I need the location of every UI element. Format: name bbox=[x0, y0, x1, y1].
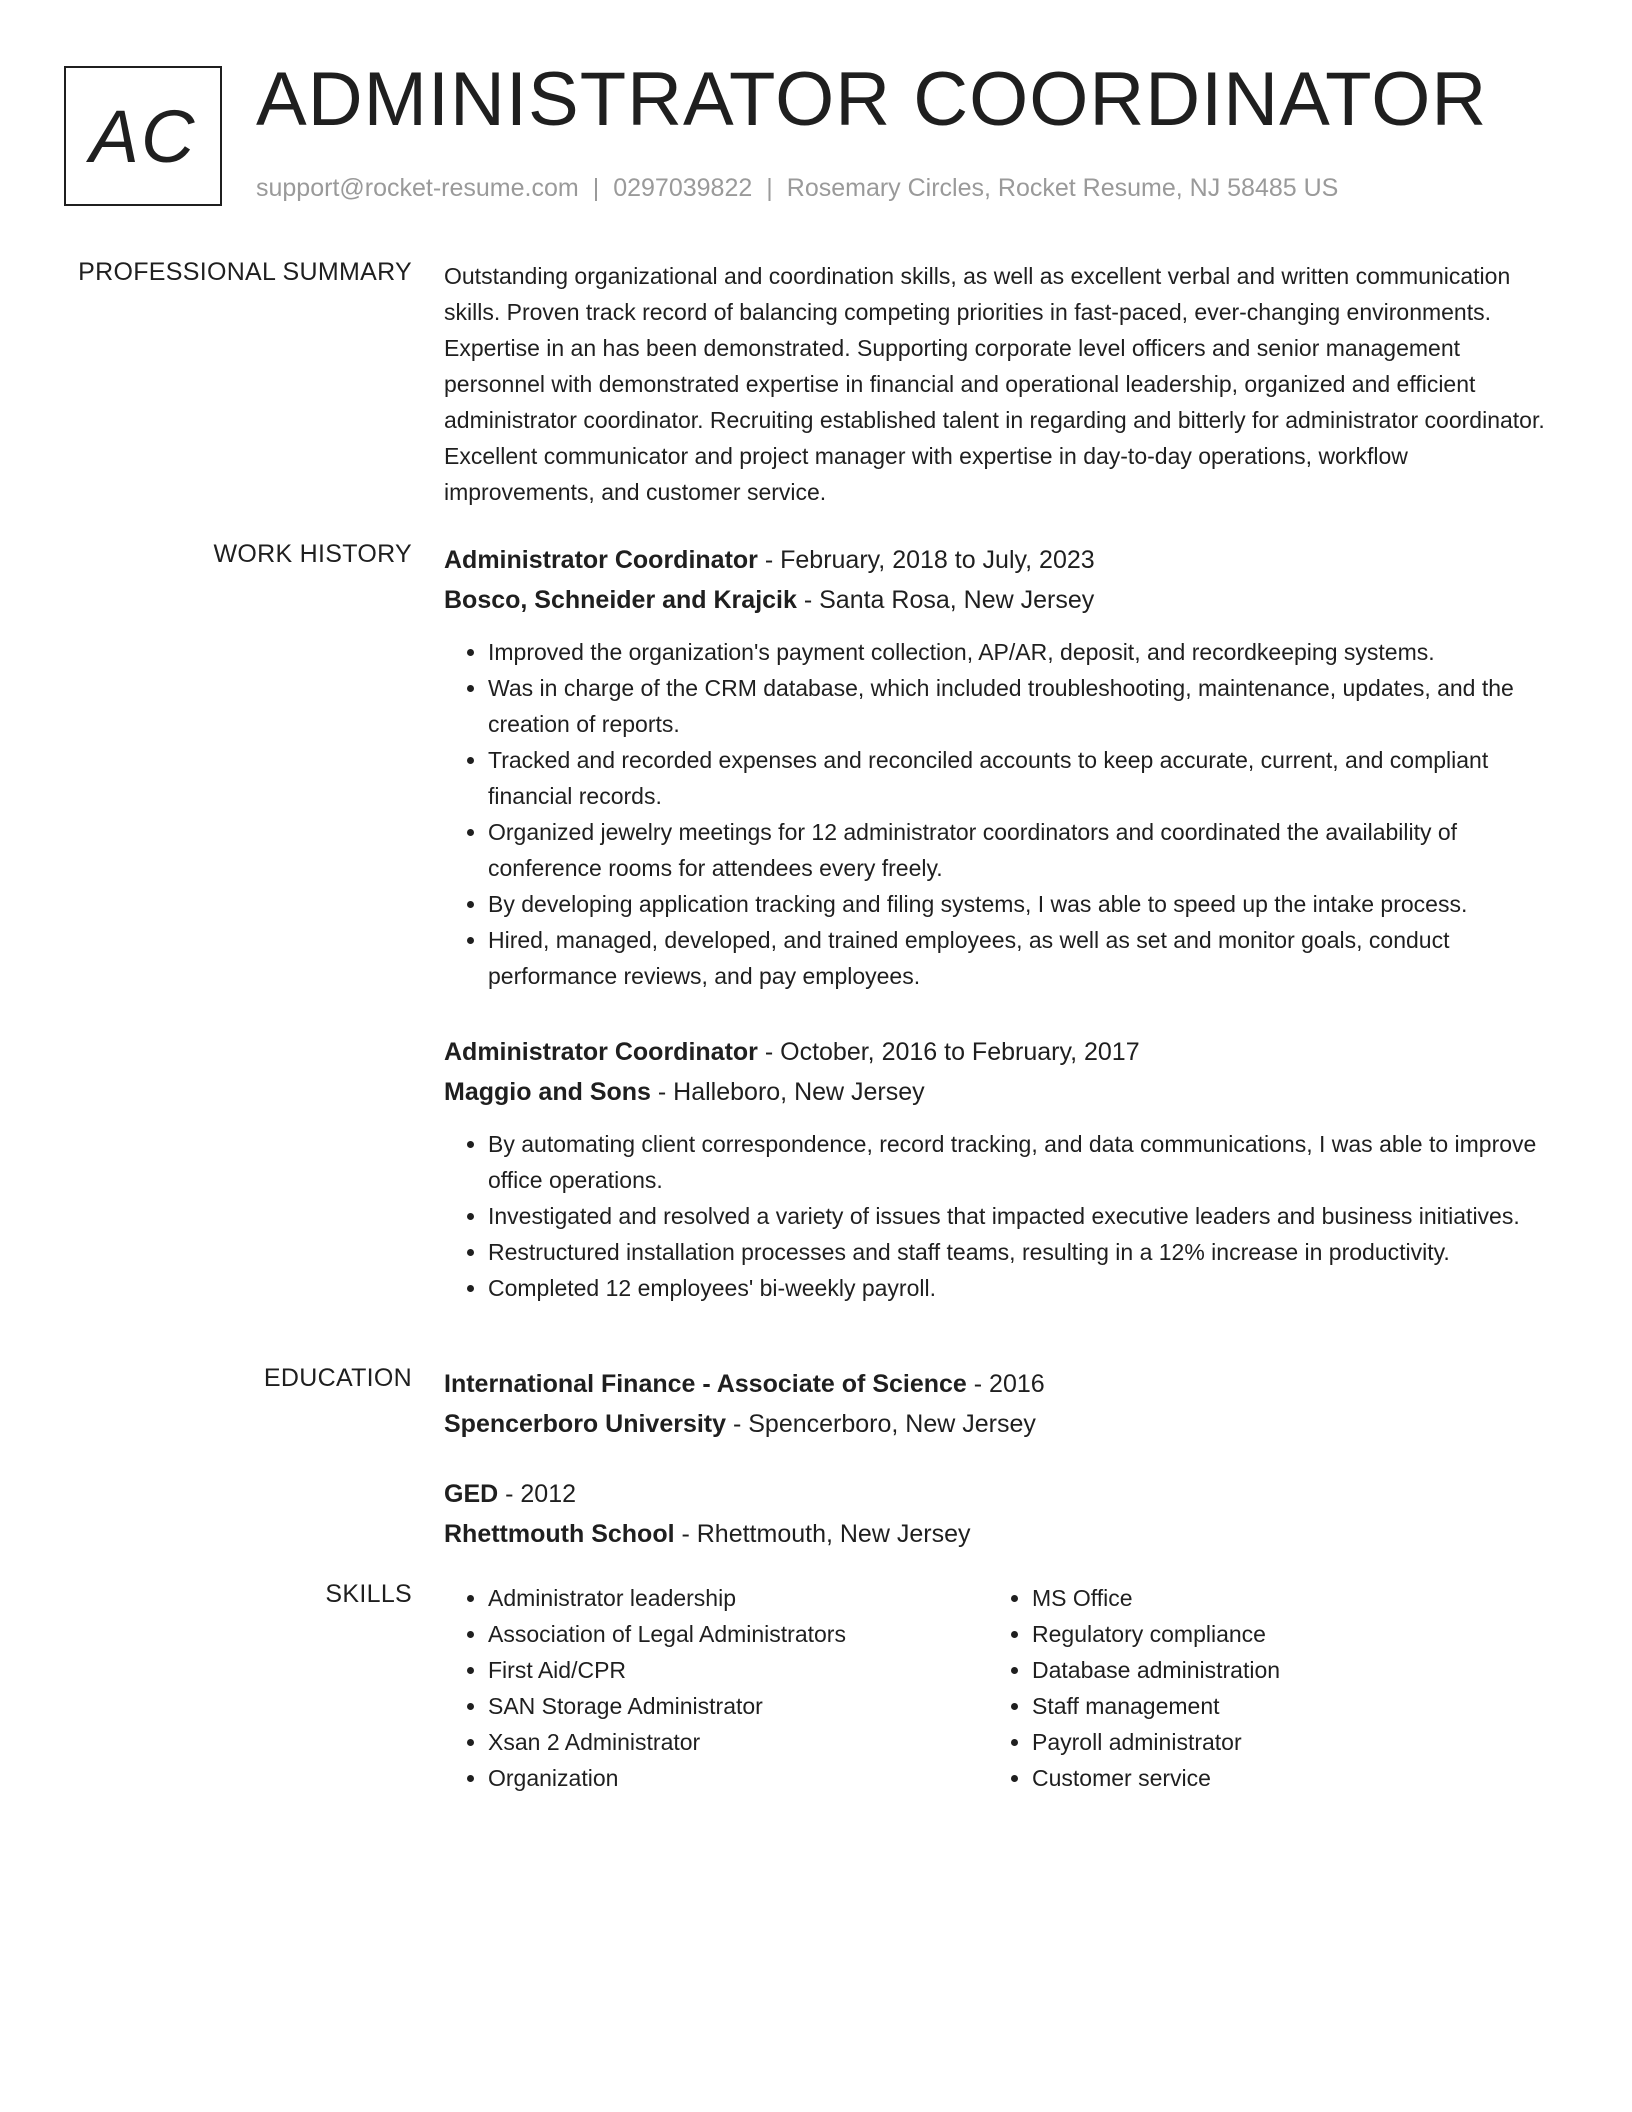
summary-title: PROFESSIONAL SUMMARY bbox=[78, 258, 412, 286]
job-dates: - October, 2016 to February, 2017 bbox=[757, 1038, 1140, 1066]
job-company: Bosco, Schneider and Krajcik bbox=[444, 586, 797, 614]
edu-degree-line bbox=[444, 1364, 1554, 1404]
job-role: Administrator Coordinator bbox=[444, 1038, 758, 1066]
edu-year: - 2012 bbox=[498, 1480, 577, 1508]
summary-body bbox=[444, 258, 1554, 510]
skill-item: • Payroll administrator bbox=[1032, 1724, 1532, 1760]
contact-phone[interactable]: 0297039822 bbox=[613, 174, 753, 202]
job-role: Administrator Coordinator bbox=[444, 546, 758, 574]
skill-item: • SAN Storage Administrator bbox=[488, 1688, 988, 1724]
job-bullets bbox=[444, 1126, 1554, 1306]
education-entry bbox=[444, 1364, 1554, 1444]
skills-columns bbox=[444, 1580, 1554, 1796]
job-company-line bbox=[444, 580, 1554, 620]
job-bullet: • By automating client correspondence, record tracking, and data communications, I was able to improve office operations. bbox=[488, 1126, 1554, 1198]
skills-title: SKILLS bbox=[325, 1580, 412, 1608]
job-bullet: • Restructured installation processes and staff teams, resulting in a 12% increase in productivity. bbox=[488, 1234, 1554, 1270]
job-role-line bbox=[444, 1032, 1554, 1072]
job-company: Maggio and Sons bbox=[444, 1078, 651, 1106]
education-title: EDUCATION bbox=[263, 1364, 412, 1392]
contact-separator: | bbox=[592, 174, 600, 202]
job-bullet: • Organized jewelry meetings for 12 administrator coordinators and coordinated the availability of conference rooms for attendees every freely. bbox=[488, 814, 1554, 886]
work-history-title: WORK HISTORY bbox=[213, 540, 412, 568]
job-bullet: • Was in charge of the CRM database, which included troubleshooting, maintenance, updates, and the creation of reports. bbox=[488, 670, 1554, 742]
skills-body bbox=[444, 1580, 1554, 1796]
edu-degree: GED bbox=[444, 1480, 499, 1508]
skill-item: • Xsan 2 Administrator bbox=[488, 1724, 988, 1760]
work-history-body bbox=[444, 540, 1554, 1344]
job-dates: - February, 2018 to July, 2023 bbox=[757, 546, 1095, 574]
contact-address: Rosemary Circles, Rocket Resume, NJ 58485 US bbox=[786, 174, 1339, 202]
job-bullet: • Tracked and recorded expenses and reconciled accounts to keep accurate, current, and compliant financial records. bbox=[488, 742, 1554, 814]
job-bullet: • Hired, managed, developed, and trained employees, as well as set and monitor goals, conduct performance reviews, and pay employees. bbox=[488, 922, 1554, 994]
skill-item: • Administrator leadership bbox=[488, 1580, 988, 1616]
edu-school-line bbox=[444, 1404, 1554, 1444]
skills-column-2 bbox=[988, 1580, 1532, 1796]
job-bullet: • Investigated and resolved a variety of issues that impacted executive leaders and business initiatives. bbox=[488, 1198, 1554, 1234]
job-bullet: • Improved the organization's payment collection, AP/AR, deposit, and recordkeeping systems. bbox=[488, 634, 1554, 670]
job-entry bbox=[444, 540, 1554, 994]
edu-school-line bbox=[444, 1514, 1554, 1554]
education-body bbox=[444, 1364, 1554, 1584]
skill-item: • Organization bbox=[488, 1760, 988, 1796]
edu-school: Rhettmouth School bbox=[444, 1520, 675, 1548]
job-bullet: • By developing application tracking and filing systems, I was able to speed up the intake process. bbox=[488, 886, 1554, 922]
skill-item: • Database administration bbox=[1032, 1652, 1532, 1688]
edu-degree: International Finance - Associate of Science bbox=[444, 1370, 967, 1398]
contact-email[interactable]: support@rocket-resume.com bbox=[256, 174, 579, 202]
skill-item: • Association of Legal Administrators bbox=[488, 1616, 988, 1652]
monogram-logo: AC bbox=[64, 66, 222, 206]
skill-item: • First Aid/CPR bbox=[488, 1652, 988, 1688]
skill-item: • Customer service bbox=[1032, 1760, 1532, 1796]
job-company-line bbox=[444, 1072, 1554, 1112]
skill-item: • MS Office bbox=[1032, 1580, 1532, 1616]
edu-year: - 2016 bbox=[966, 1370, 1045, 1398]
skills-column-1 bbox=[444, 1580, 988, 1796]
contact-separator: | bbox=[766, 174, 773, 202]
job-location: - Halleboro, New Jersey bbox=[650, 1078, 925, 1106]
skill-item: • Staff management bbox=[1032, 1688, 1532, 1724]
edu-degree-line bbox=[444, 1474, 1554, 1514]
job-entry bbox=[444, 1032, 1554, 1306]
skill-item: • Regulatory compliance bbox=[1032, 1616, 1532, 1652]
contact-line bbox=[256, 174, 1338, 203]
edu-location: - Spencerboro, New Jersey bbox=[726, 1410, 1036, 1438]
job-bullets bbox=[444, 634, 1554, 994]
edu-school: Spencerboro University bbox=[444, 1410, 727, 1438]
job-bullet: • Completed 12 employees' bi-weekly payroll. bbox=[488, 1270, 1554, 1306]
education-entry bbox=[444, 1474, 1554, 1554]
edu-location: - Rhettmouth, New Jersey bbox=[674, 1520, 971, 1548]
job-location: - Santa Rosa, New Jersey bbox=[796, 586, 1095, 614]
job-role-line bbox=[444, 540, 1554, 580]
summary-text: Outstanding organizational and coordination skills, as well as excellent verbal and written communication skills. Proven track record of balancing competing priorities in fast-paced, ever-changing environments. Expertise in an has been demonstrated. Supporting corporate level officers and senior management personnel with demonstrated expertise in financial and operational leadership, organized and efficient administrator coordinator. Recruiting established talent in regarding and bitterly for administrator coordinator. Excellent communicator and project manager with expertise in day-to-day operations, workflow improvements, and customer service. bbox=[444, 263, 1545, 505]
candidate-name: ADMINISTRATOR COORDINATOR bbox=[256, 57, 1488, 142]
